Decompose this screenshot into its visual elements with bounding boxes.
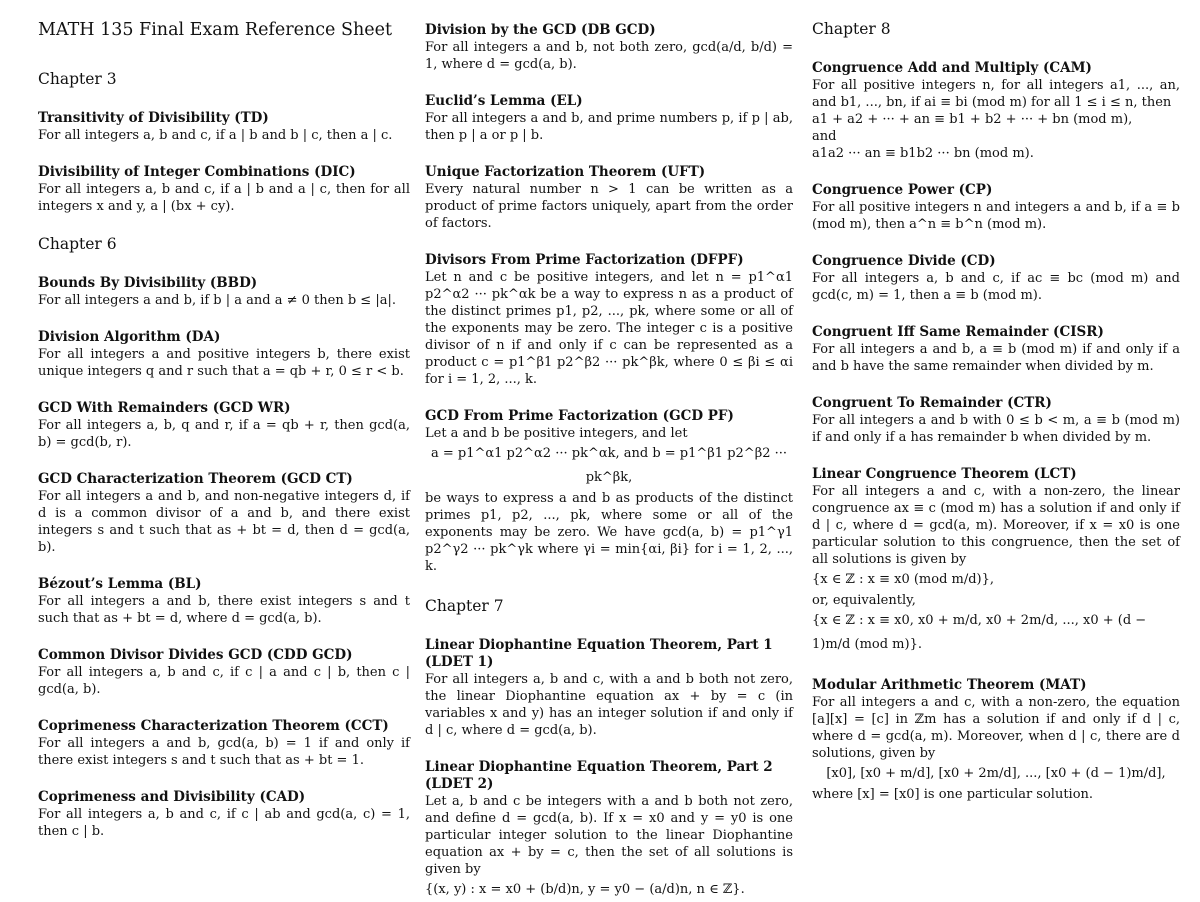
theorem-title: Divisibility of Integer Combinations (DIC) (38, 164, 356, 180)
theorem-body: For all positive integers n, for all integers a1, ..., an, and b1, ..., bn, if ai ≡ bi (mod m) for all 1 ≤ i ≤ n, then (812, 78, 1180, 110)
theorem-dic (38, 164, 410, 215)
theorem-cd (812, 253, 1180, 304)
theorem-ldet-2 (425, 759, 793, 902)
theorem-mat (812, 677, 1180, 803)
theorem-lct (812, 466, 1180, 657)
theorem-body: For all integers a, b and c, if c | a and c | b, then c | gcd(a, b). (38, 665, 410, 697)
theorem-title: Euclid’s Lemma (EL) (425, 93, 583, 109)
theorem-uft (425, 164, 793, 232)
theorem-td (38, 110, 410, 144)
theorem-body: For all integers a, b and c, with a and b both not zero, the linear Diophantine equation ax + by = c (in variables x and y) has an integer solution if and only if d | c, where d = gcd(a, b). (425, 672, 793, 738)
theorem-cad (38, 789, 410, 840)
theorem-body: For all integers a, b, q and r, if a = qb + r, then gcd(a, b) = gcd(b, r). (38, 418, 410, 450)
theorem-dfpf (425, 252, 793, 388)
theorem-body: For all integers a and c, with a non-zero, the linear congruence ax ≡ c (mod m) has a solution if and only if d | c, where d = gcd(a, m). Moreover, if x = x0 is one particular solution to this congruence, then the set of all solutions is given by (812, 484, 1180, 567)
theorem-title: Congruent To Remainder (CTR) (812, 395, 1052, 411)
theorem-title: Linear Congruence Theorem (LCT) (812, 466, 1077, 482)
chapter-6-heading: Chapter 6 (38, 235, 117, 253)
theorem-body: For all integers a and c, with a non-zero, the equation [a][x] = [c] in ℤm has a solution if and only if d | c, where d = gcd(a, m). Moreover, when d | c, there are d solutions, given by (812, 695, 1180, 761)
theorem-title: Linear Diophantine Equation Theorem, Part 2 (LDET 2) (425, 759, 773, 792)
theorem-title: Transitivity of Divisibility (TD) (38, 110, 269, 126)
theorem-title: Coprimeness Characterization Theorem (CCT) (38, 718, 389, 734)
theorem-gcd-pf (425, 408, 793, 575)
theorem-ldet-1 (425, 637, 793, 739)
theorem-body-rest: be ways to express a and b as products of the distinct primes p1, p2, ..., pk, where some or all of the exponents may be zero. We have gcd(a, b) = p1^γ1 p2^γ2 ··· pk^γk where γi = min{αi, βi} for i = 1, 2, ..., k. (425, 491, 793, 574)
theorem-body: Every natural number n > 1 can be written as a product of prime factors uniquely, apart from the order of factors. (425, 182, 793, 231)
theorem-title: Bounds By Divisibility (BBD) (38, 275, 258, 291)
theorem-title: Coprimeness and Divisibility (CAD) (38, 789, 306, 805)
theorem-title: Linear Diophantine Equation Theorem, Part 1 (LDET 1) (425, 637, 773, 670)
theorem-body: For all integers a and b, not both zero, gcd(a/d, b/d) = 1, where d = gcd(a, b). (425, 40, 793, 72)
theorem-body: or, equivalently, (812, 593, 916, 608)
theorem-bbd (38, 275, 410, 309)
theorem-body: For all integers a and b with 0 ≤ b < m, a ≡ b (mod m) if and only if a has remainder b when divided by m. (812, 413, 1180, 445)
column-1 (38, 14, 410, 840)
theorem-body: and (812, 129, 837, 144)
chapter-8-heading: Chapter 8 (812, 20, 891, 38)
chapter-7-heading: Chapter 7 (425, 597, 504, 615)
theorem-body: For all integers a and positive integers b, there exist unique integers q and r such that a = qb + r, 0 ≤ r < b. (38, 347, 410, 379)
chapter-3-heading: Chapter 3 (38, 70, 117, 88)
column-3 (812, 14, 1180, 803)
theorem-title: Division by the GCD (DB GCD) (425, 22, 656, 38)
theorem-body: For all integers a, b and c, if a | b and b | c, then a | c. (38, 128, 393, 143)
page-title: MATH 135 Final Exam Reference Sheet (38, 20, 392, 40)
theorem-cp (812, 182, 1180, 233)
theorem-cam (812, 60, 1180, 162)
theorem-gcd-ct (38, 471, 410, 556)
theorem-title: Bézout’s Lemma (BL) (38, 576, 202, 592)
theorem-db-gcd (425, 22, 793, 73)
theorem-el (425, 93, 793, 144)
theorem-ctr (812, 395, 1180, 446)
theorem-bl (38, 576, 410, 627)
theorem-body: For all integers a, b and c, if ac ≡ bc (mod m) and gcd(c, m) = 1, then a ≡ b (mod m). (812, 271, 1180, 303)
theorem-title: Divisors From Prime Factorization (DFPF) (425, 252, 744, 268)
theorem-cdd-gcd (38, 647, 410, 698)
theorem-body-intro: Let a and b be positive integers, and let (425, 426, 688, 441)
theorem-body: For all integers a and b, there exist integers s and t such that as + bt = d, where d = gcd(a, b). (38, 594, 410, 626)
theorem-body: Let n and c be positive integers, and let n = p1^α1 p2^α2 ··· pk^αk be a way to express n as a product of the distinct primes p1, p2, ..., pk, where some or all of the exponents may be zero. The integer c is a positive divisor of n if and only if c can be represented as a product c = p1^β1 p2^β2 ··· pk^βk, where 0 ≤ βi ≤ αi for i = 1, 2, ..., k. (425, 270, 793, 387)
theorem-cisr (812, 324, 1180, 375)
column-2 (425, 14, 793, 902)
theorem-title: Congruent Iff Same Remainder (CISR) (812, 324, 1104, 340)
theorem-title: Division Algorithm (DA) (38, 329, 221, 345)
theorem-body: For all integers a and b, and prime numbers p, if p | ab, then p | a or p | b. (425, 111, 793, 143)
theorem-title: Unique Factorization Theorem (UFT) (425, 164, 706, 180)
theorem-title: GCD Characterization Theorem (GCD CT) (38, 471, 353, 487)
theorem-title: Modular Arithmetic Theorem (MAT) (812, 677, 1087, 693)
theorem-title: Congruence Divide (CD) (812, 253, 996, 269)
theorem-equation: {x ∈ ℤ : x ≡ x0 (mod m/d)}, (812, 572, 995, 587)
theorem-body: For all positive integers n and integers a and b, if a ≡ b (mod m), then a^n ≡ b^n (mod m). (812, 200, 1180, 232)
theorem-title: Congruence Add and Multiply (CAM) (812, 60, 1092, 76)
theorem-body: a1 + a2 + ··· + an ≡ b1 + b2 + ··· + bn (mod m), (812, 112, 1133, 127)
theorem-equation: {(x, y) : x = x0 + (b/d)n, y = y0 − (a/d)n, n ∈ ℤ}. (425, 882, 745, 897)
theorem-title: GCD From Prime Factorization (GCD PF) (425, 408, 734, 424)
theorem-body: For all integers a and b, if b | a and a ≠ 0 then b ≤ |a|. (38, 293, 396, 308)
theorem-equation: a = p1^α1 p2^α2 ··· pk^αk, and b = p1^β1 p2^β2 ··· pk^βk, (430, 446, 788, 485)
theorem-title: GCD With Remainders (GCD WR) (38, 400, 291, 416)
theorem-da (38, 329, 410, 380)
theorem-body: For all integers a and b, gcd(a, b) = 1 if and only if there exist integers s and t such that as + bt = 1. (38, 736, 410, 768)
theorem-body: where [x] = [x0] is one particular solution. (812, 787, 1094, 802)
theorem-title: Congruence Power (CP) (812, 182, 993, 198)
theorem-title: Common Divisor Divides GCD (CDD GCD) (38, 647, 353, 663)
theorem-gcd-wr (38, 400, 410, 451)
theorem-body: For all integers a and b, a ≡ b (mod m) if and only if a and b have the same remainder when divided by m. (812, 342, 1180, 374)
theorem-body: For all integers a and b, and non-negative integers d, if d is a common divisor of a and b, and there exist integers s and t such that as + bt = d, then d = gcd(a, b). (38, 489, 410, 555)
theorem-equation: {x ∈ ℤ : x ≡ x0, x0 + m/d, x0 + 2m/d, ..., x0 + (d − 1)m/d (mod m)}. (812, 613, 1147, 652)
theorem-body: Let a, b and c be integers with a and b both not zero, and define d = gcd(a, b). If x = x0 and y = y0 is one particular integer solution to the linear Diophantine equation ax + by = c, then the set of all solutions is given by (425, 794, 793, 877)
theorem-body: a1a2 ··· an ≡ b1b2 ··· bn (mod m). (812, 146, 1034, 161)
theorem-equation: [x0], [x0 + m/d], [x0 + 2m/d], ..., [x0 + (d − 1)m/d], (826, 766, 1166, 781)
theorem-body: For all integers a, b and c, if a | b and a | c, then for all integers x and y, a | (bx + cy). (38, 182, 410, 214)
theorem-cct (38, 718, 410, 769)
theorem-body: For all integers a, b and c, if c | ab and gcd(a, c) = 1, then c | b. (38, 807, 410, 839)
